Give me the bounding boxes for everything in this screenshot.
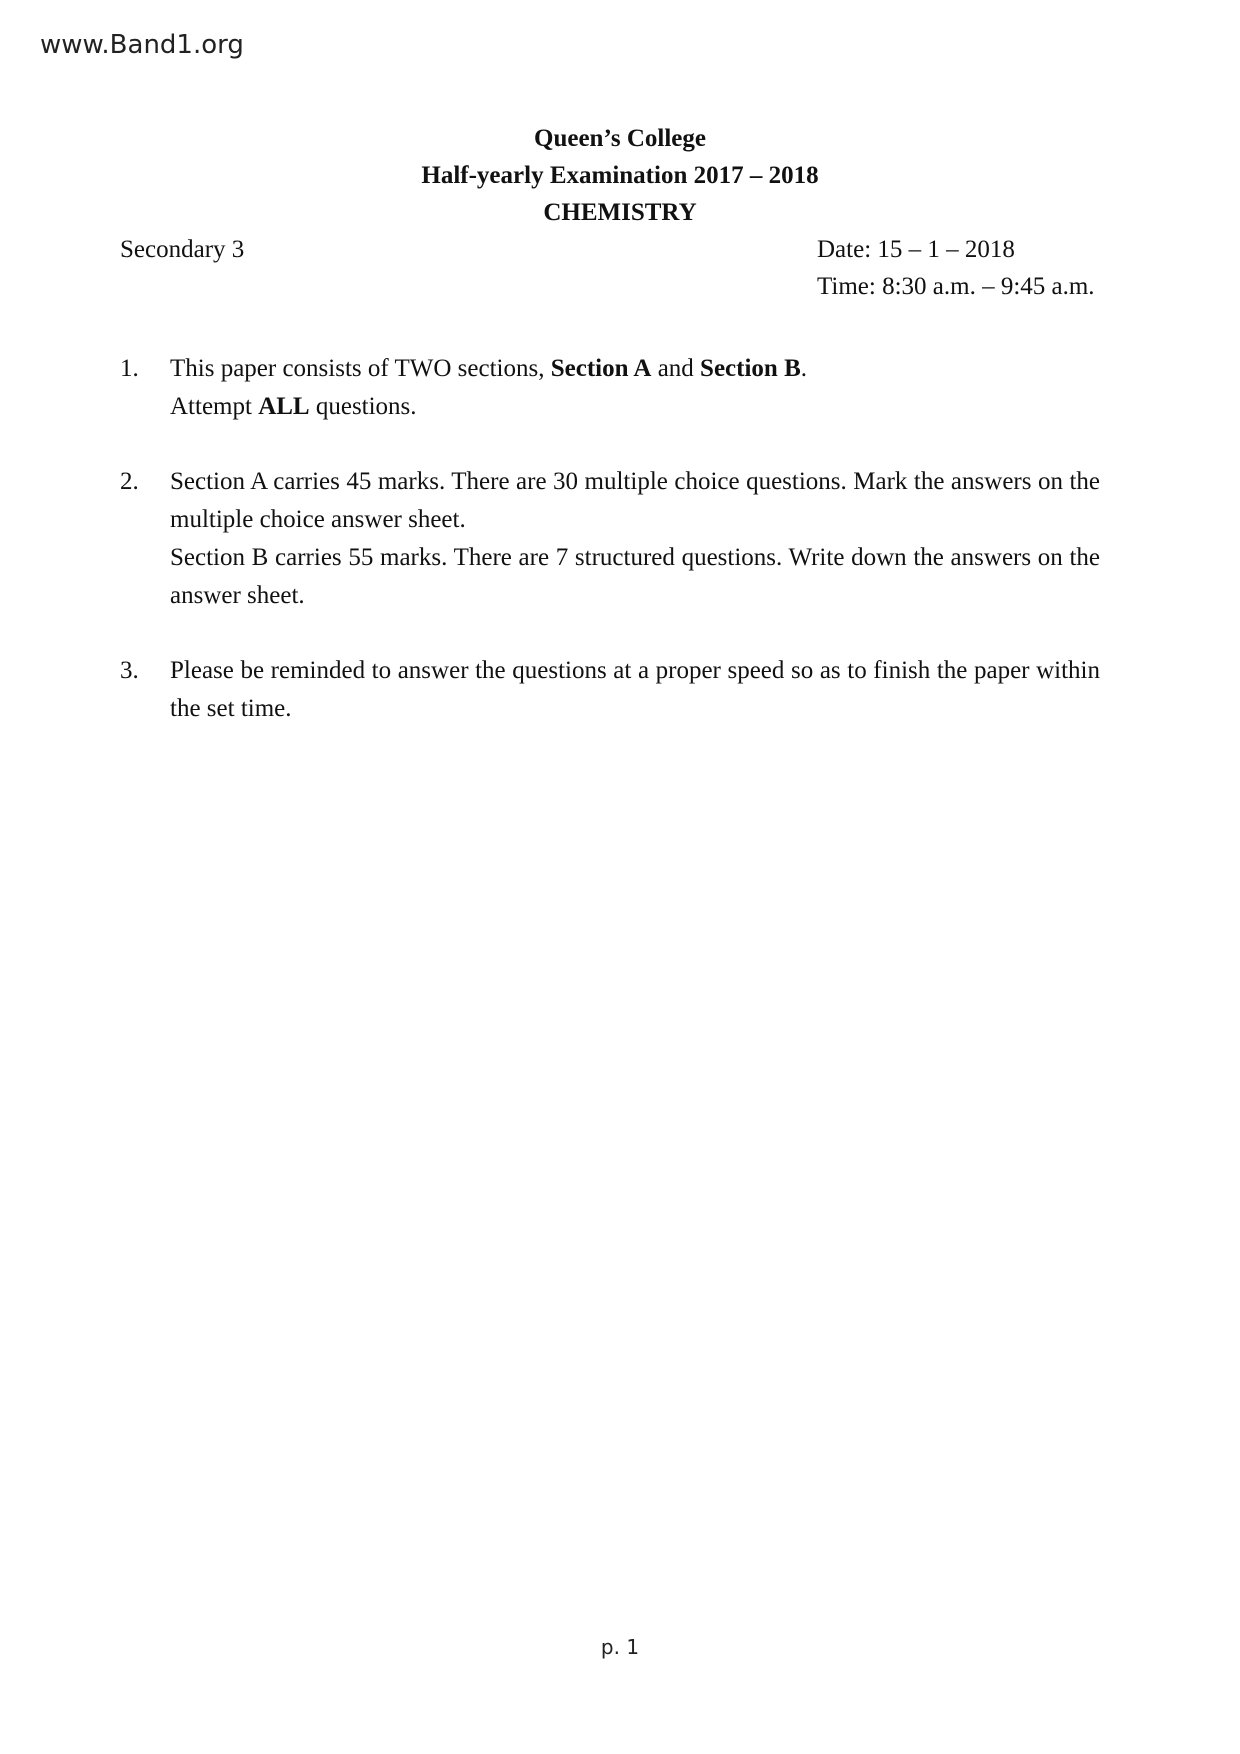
class-label: Secondary 3 — [120, 236, 245, 263]
instruction-text — [170, 463, 1100, 615]
exam-title: Half-yearly Examination 2017 – 2018 — [421, 162, 819, 189]
bold-run: Section B — [700, 355, 801, 382]
text-run: . — [800, 355, 807, 382]
instruction-item — [120, 463, 1100, 615]
exam-time: Time: 8:30 a.m. – 9:45 a.m. — [817, 273, 1095, 300]
exam-date: Date: 15 – 1 – 2018 — [817, 236, 1015, 263]
instruction-text — [170, 350, 1100, 426]
instruction-number: 2. — [120, 468, 139, 495]
text-run: questions. — [309, 393, 417, 420]
watermark-url: www.Band1.org — [40, 30, 244, 60]
instruction-line — [170, 350, 1100, 388]
instruction-number: 1. — [120, 355, 139, 382]
page-number: p. 1 — [600, 1635, 640, 1659]
bold-run: Section A — [550, 355, 652, 382]
text-run: and — [651, 355, 701, 382]
instruction-item — [120, 350, 1100, 426]
school-name: Queen’s College — [534, 125, 706, 152]
text-run: Attempt — [170, 393, 259, 420]
instruction-line: Section B carries 55 marks. There are 7 structured questions. Write down the answers on the answer sheet. — [170, 544, 1100, 609]
instructions-list — [120, 350, 1100, 765]
instruction-number: 3. — [120, 657, 139, 684]
instruction-text — [170, 652, 1100, 728]
instruction-line — [170, 388, 1100, 426]
subject-title: CHEMISTRY — [543, 199, 697, 226]
instruction-item — [120, 652, 1100, 728]
bold-run: ALL — [258, 393, 310, 420]
instruction-line: Please be reminded to answer the questions at a proper speed so as to finish the paper within the set time. — [170, 657, 1100, 722]
instruction-line: Section A carries 45 marks. There are 30 multiple choice questions. Mark the answers on the multiple choice answer sheet. — [170, 468, 1100, 533]
text-run: This paper consists of TWO sections, — [170, 355, 551, 382]
